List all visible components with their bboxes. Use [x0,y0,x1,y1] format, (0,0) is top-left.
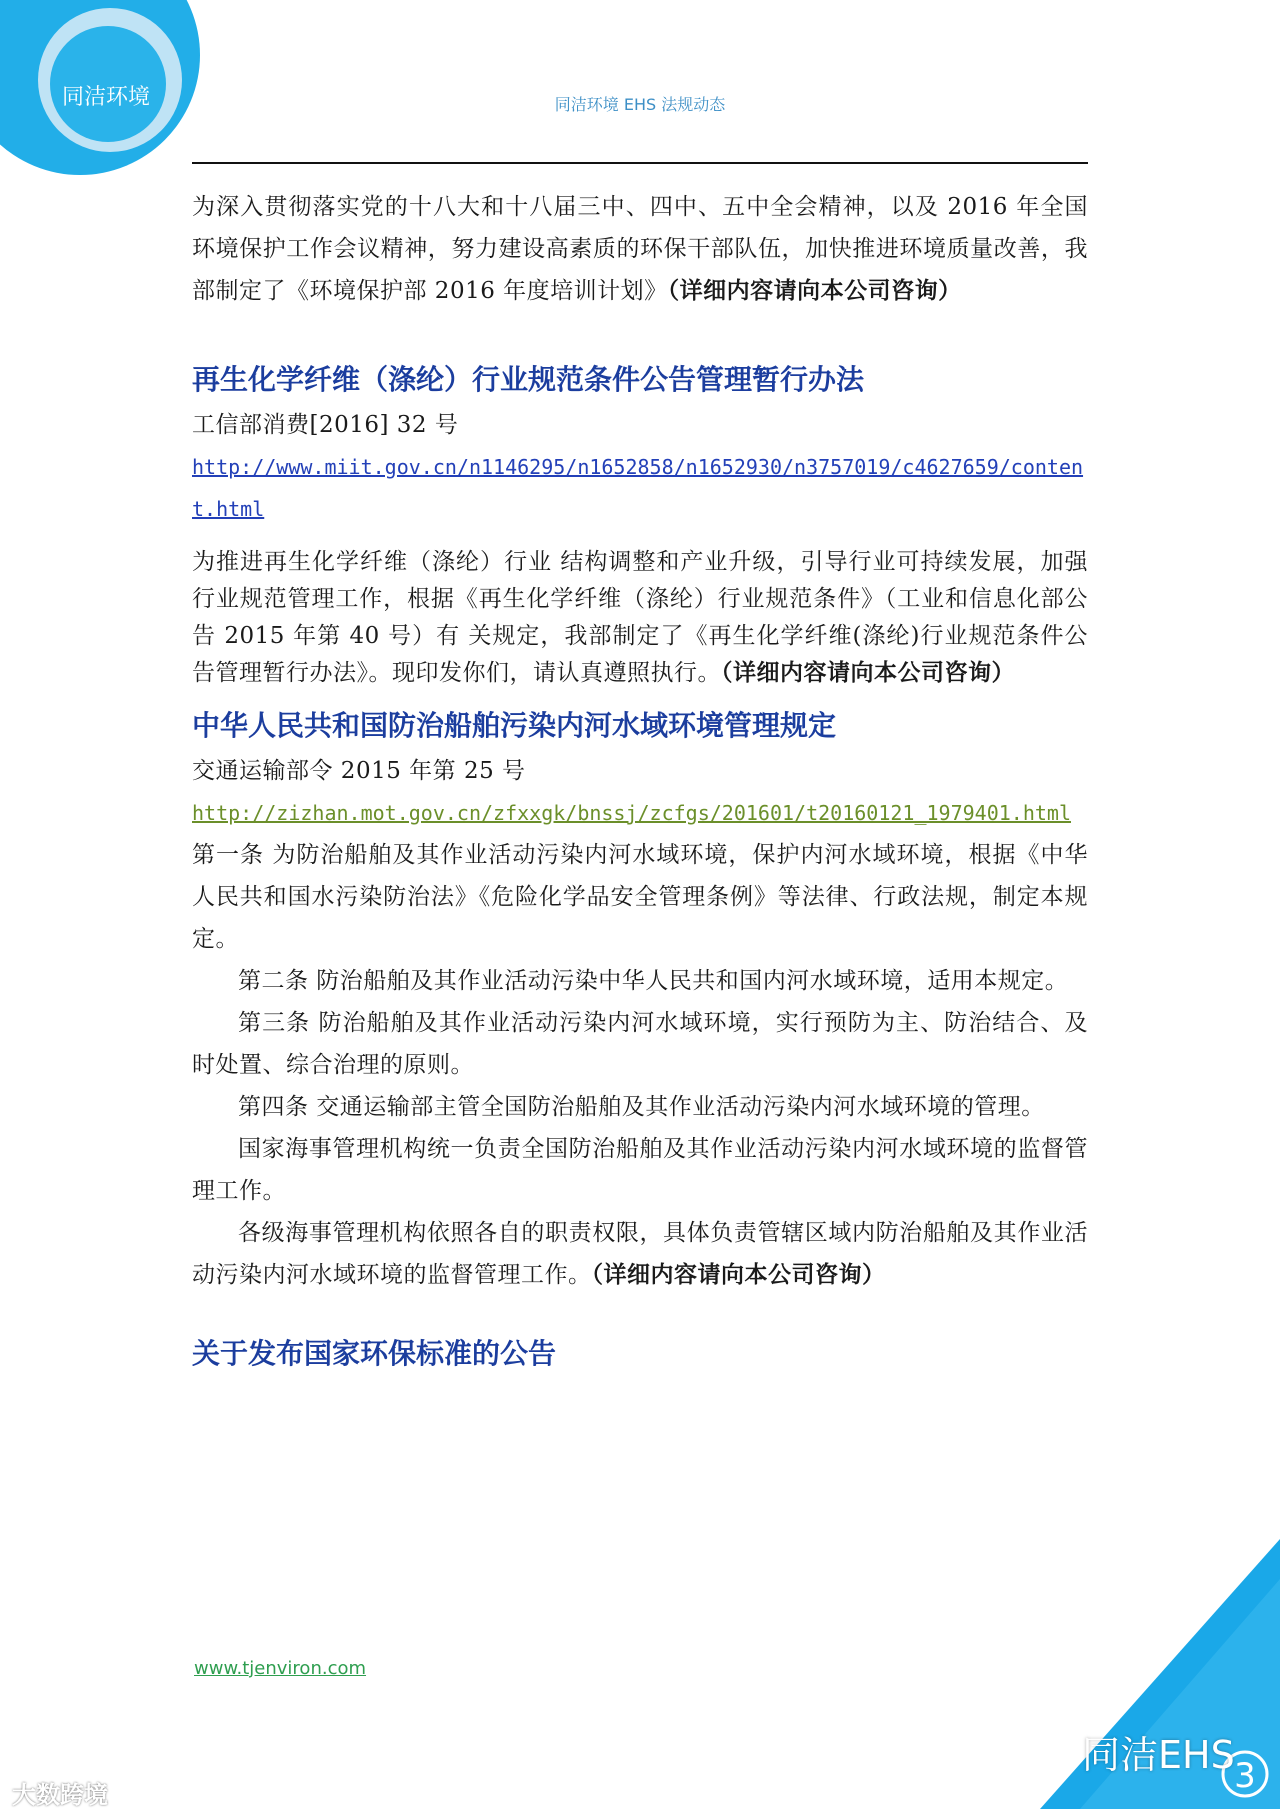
article-1: 第一条 为防治船舶及其作业活动污染内河水域环境，保护内河水域环境，根据《中华人民共和国水污染防治法》《危险化学品安全管理条例》等法律、行政法规，制定本规定。 [192,842,1088,952]
section-paragraph: 为推进再生化学纤维（涤纶）行业 结构调整和产业升级，引导行业可持续发展，加强行业规范管理工作，根据《再生化学纤维（涤纶）行业规范条件》（工业和信息化部公告 2015 年第 40 号）有 关规定，我部制定了《再生化学纤维(涤纶)行业规范条件公告管理暂行办法》。现印发你们，请认真遵照执行。（详细内容请向本公司咨询） [192,549,1088,686]
article-4-clause-3: 各级海事管理机构依照各自的职责权限，具体负责管辖区域内防治船舶及其作业活动污染内河水域环境的监督管理工作。（详细内容请向本公司咨询） [192,1220,1088,1288]
intro-paragraph: 为深入贯彻落实党的十八大和十八届三中、四中、五中全会精神，以及 2016 年全国环境保护工作会议精神，努力建设高素质的环保干部队伍，加快推进环境质量改善，我部制定了《环境保护部 2016 年度培训计划》（详细内容请向本公司咨询） [192,194,1088,304]
article-4-clause-2: 国家海事管理机构统一负责全国防治船舶及其作业活动污染内河水域环境的监督管理工作。 [192,1136,1088,1204]
reference-link[interactable]: http://www.miit.gov.cn/n1146295/n1652858/n1652930/n3757019/c4627659/content.html [192,455,1084,521]
source-watermark: 大数跨境 [12,1781,108,1809]
wechat-icon [1030,1722,1082,1762]
consult-note: （详细内容请向本公司咨询） [667,278,962,304]
consult-note: （详细内容请向本公司咨询） [591,1262,886,1288]
header-divider [192,162,1088,164]
section-title: 关于发布国家环保标准的公告 [192,1337,557,1370]
page-number: 3 [1234,1756,1256,1796]
section-title: 再生化学纤维（涤纶）行业规范条件公告管理暂行办法 [192,363,865,396]
article-4: 第四条 交通运输部主管全国防治船舶及其作业活动污染内河水域环境的管理。 [238,1094,1045,1120]
brand-watermark: 同洁EHS [1082,1733,1235,1777]
article-2: 第二条 防治船舶及其作业活动污染中华人民共和国内河水域环境，适用本规定。 [238,968,1069,994]
logo-text: 同洁环境 [62,85,151,110]
document-number: 工信部消费[2016] 32 号 [192,412,459,438]
article-3: 第三条 防治船舶及其作业活动污染内河水域环境，实行预防为主、防治结合、及时处置、综合治理的原则。 [192,1010,1088,1078]
website-link[interactable]: www.tjenviron.com [194,1658,367,1679]
consult-note: （详细内容请向本公司咨询） [721,660,1015,686]
reference-link[interactable]: http://zizhan.mot.gov.cn/zfxxgk/bnssj/zcfgs/201601/t20160121_1979401.html [192,801,1071,825]
page-header-title: 同洁环境 EHS 法规动态 [554,95,726,114]
document-number: 交通运输部令 2015 年第 25 号 [192,758,526,784]
document-body [192,186,1088,1378]
section-title: 中华人民共和国防治船舶污染内河水域环境管理规定 [192,709,837,742]
